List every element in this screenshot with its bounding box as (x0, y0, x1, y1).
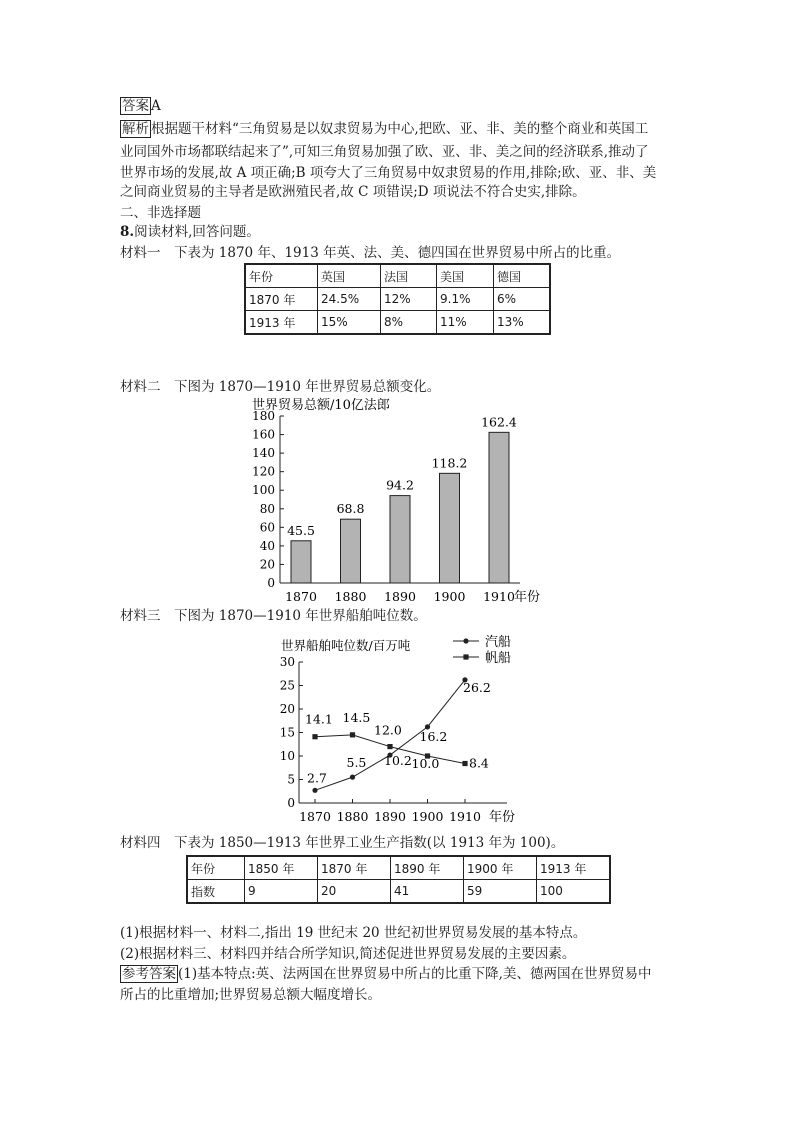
table-cell: 20 (318, 880, 391, 904)
bar-chart-ytick-label: 160 (252, 427, 275, 442)
bar-chart-ylabel: 世界贸易总额/10亿法郎 (252, 398, 390, 413)
industry-index-table (186, 855, 611, 904)
line-chart-xtick-label: 1900 (411, 809, 444, 824)
bar-chart-ytick-label: 0 (267, 576, 275, 590)
line-chart-value-label: 14.5 (342, 709, 371, 725)
line-chart-value-label: 2.7 (307, 770, 327, 786)
bar-chart-xtick-label: 1880 (334, 589, 367, 604)
material-1-caption: 材料一 下表为 1870 年、1913 年英、法、美、德四国在世界贸易中所占的比重。 (120, 245, 621, 261)
line-chart-value-label: 8.4 (469, 755, 489, 771)
bar-chart-value-label: 162.4 (481, 414, 517, 430)
table-cell: 1850 年 (245, 856, 318, 880)
line-chart-point (350, 732, 355, 737)
bar-chart-bar (291, 541, 311, 583)
table-cell: 指数 (187, 880, 245, 904)
sub-question-2: (2)根据材料三、材料四并结合所学知识,简述促进世界贸易发展的主要因素。 (120, 946, 576, 962)
bar-chart-xtick-label: 1900 (433, 589, 466, 604)
bar-chart-value-label: 94.2 (386, 477, 414, 493)
reference-answer-line-2: 所占的比重增加;世界贸易总额大幅度增长。 (120, 987, 382, 1003)
table-cell: 1890 年 (391, 856, 464, 880)
bar-chart-ytick-label: 120 (252, 464, 275, 479)
line-chart-value-label: 10.2 (384, 753, 412, 769)
analysis-line-2: 业同国外市场都联结起来了”,可知三角贸易加强了欧、亚、非、美之间的经济联系,推动了 (120, 144, 649, 160)
table-cell: 1900 年 (464, 856, 537, 880)
line-chart-xtick-label: 1890 (374, 809, 406, 824)
line-chart-ytick-label: 30 (279, 655, 295, 669)
line-chart-point (312, 788, 317, 793)
table-cell: 59 (464, 880, 537, 904)
bar-chart-ytick-label: 180 (252, 409, 275, 423)
question-line (120, 222, 260, 242)
reference-answer-tag: 参考答案 (122, 966, 176, 982)
table-row (245, 311, 550, 335)
answer-value: A (151, 98, 161, 114)
table-cell: 8% (381, 311, 437, 335)
line-chart-xtick-label: 1870 (299, 809, 331, 824)
bar-chart-ytick-label: 80 (259, 501, 275, 516)
line-chart-xtick-label: 1910 (449, 809, 481, 824)
material-3-caption: 材料三 下图为 1870—1910 年世界船舶吨位数。 (120, 608, 427, 624)
table-cell: 6% (494, 288, 551, 311)
bar-chart-xtick-label: 1910 (483, 589, 515, 604)
table-cell: 年份 (187, 856, 245, 880)
table-cell: 1913 年 (537, 856, 611, 880)
table-cell: 12% (381, 288, 437, 311)
analysis-tag: 解析 (122, 121, 149, 137)
line-chart-ytick-label: 25 (279, 678, 295, 693)
line-chart-ytick-label: 15 (279, 725, 295, 740)
answer-tag: 答案 (122, 98, 149, 114)
line-chart-legend-label: 帆船 (485, 651, 512, 666)
reference-answer-text-1: (1)基本特点:英、法两国在世界贸易中所占的比重下降,美、德两国在世界贸易中 (178, 966, 652, 982)
line-chart-value-label: 5.5 (346, 755, 367, 771)
table-cell: 法国 (381, 264, 437, 288)
line-chart-ytick-label: 0 (287, 796, 295, 810)
line-chart-ytick-label: 20 (279, 702, 295, 716)
line-chart-xlabel: 年份 (489, 810, 516, 825)
trade-total-bar-chart (240, 392, 560, 607)
line-chart-xtick-label: 1880 (336, 809, 369, 824)
line-chart-ylabel: 世界船舶吨位数/百万吨 (281, 638, 411, 653)
line-chart-point (462, 761, 467, 766)
table-cell: 9.1% (437, 288, 494, 311)
question-number: 8. (120, 224, 135, 240)
line-chart-legend-marker (463, 638, 468, 643)
table-header-row (245, 264, 550, 288)
bar-chart-value-label: 45.5 (287, 522, 315, 538)
line-chart-value-label: 10.0 (411, 756, 440, 771)
bar-chart-ytick-label: 40 (259, 538, 275, 553)
line-chart-ytick-label: 10 (279, 749, 295, 763)
table-cell: 年份 (245, 264, 318, 288)
bar-chart-value-label: 68.8 (336, 501, 365, 517)
table-cell: 15% (318, 311, 381, 335)
table-row (187, 880, 610, 904)
question-text: 阅读材料,回答问题。 (134, 224, 260, 240)
table-row (245, 288, 550, 311)
line-chart-value-label: 12.0 (374, 722, 402, 738)
line-chart-point (387, 744, 392, 749)
table-cell: 41 (391, 880, 464, 904)
bar-chart-bar (489, 432, 509, 583)
bar-chart-xlabel: 年份 (514, 590, 541, 605)
bar-chart-bar (440, 473, 460, 583)
reference-answer-line-1 (120, 964, 651, 984)
line-chart-point (312, 734, 317, 739)
table-cell: 英国 (318, 264, 381, 288)
line-chart-value-label: 16.2 (419, 728, 448, 744)
table-cell: 24.5% (318, 288, 381, 311)
line-chart-point (350, 775, 355, 780)
analysis-text-1: 根据题干材料“三角贸易是以奴隶贸易为中心,把欧、亚、非、美的整个商业和英国工 (151, 121, 649, 137)
table-cell: 11% (437, 311, 494, 335)
bar-chart-bar (390, 496, 410, 583)
table-header-row (187, 856, 610, 880)
table-cell: 1870 年 (245, 288, 318, 311)
material-4-caption: 材料四 下表为 1850—1913 年世界工业生产指数(以 1913 年为 100)。 (120, 835, 565, 851)
bar-chart-ytick-label: 60 (259, 520, 275, 535)
sub-question-1: (1)根据材料一、材料二,指出 19 世纪末 20 世纪初世界贸易发展的基本特点。 (120, 925, 587, 941)
bar-chart-ytick-label: 20 (259, 557, 275, 572)
bar-chart-value-label: 118.2 (431, 455, 468, 471)
bar-chart-xtick-label: 1890 (384, 589, 416, 604)
table-cell: 1913 年 (245, 311, 318, 335)
line-chart-value-label: 14.1 (305, 711, 333, 727)
table-cell: 9 (245, 880, 318, 904)
analysis-line-3: 世界市场的发展,故 A 项正确;B 项夸大了三角贸易中奴隶贸易的作用,排除;欧、亚、非、美 (120, 165, 657, 181)
line-chart-ytick-label: 5 (287, 772, 295, 787)
table-cell: 美国 (437, 264, 494, 288)
line-chart-legend-label: 汽船 (485, 635, 512, 650)
trade-share-table (244, 263, 551, 335)
line-chart-legend-marker (463, 654, 468, 659)
section-heading: 二、非选择题 (120, 205, 201, 221)
bar-chart-bar (341, 519, 361, 583)
answer-line (120, 96, 161, 116)
table-cell: 13% (494, 311, 551, 335)
ship-tonnage-line-chart (275, 628, 545, 828)
analysis-line-4: 之间商业贸易的主导者是欧洲殖民者,故 C 项错误;D 项说法不符合史实,排除。 (120, 184, 586, 200)
analysis-line-1 (120, 119, 648, 139)
bar-chart-ytick-label: 140 (252, 446, 275, 461)
bar-chart-ytick-label: 100 (252, 483, 275, 498)
material-2-caption: 材料二 下图为 1870—1910 年世界贸易总额变化。 (120, 379, 441, 395)
bar-chart-xtick-label: 1870 (285, 589, 317, 604)
table-cell: 1870 年 (318, 856, 391, 880)
table-cell: 100 (537, 880, 611, 904)
table-cell: 德国 (494, 264, 551, 288)
line-chart-value-label: 26.2 (463, 679, 491, 695)
